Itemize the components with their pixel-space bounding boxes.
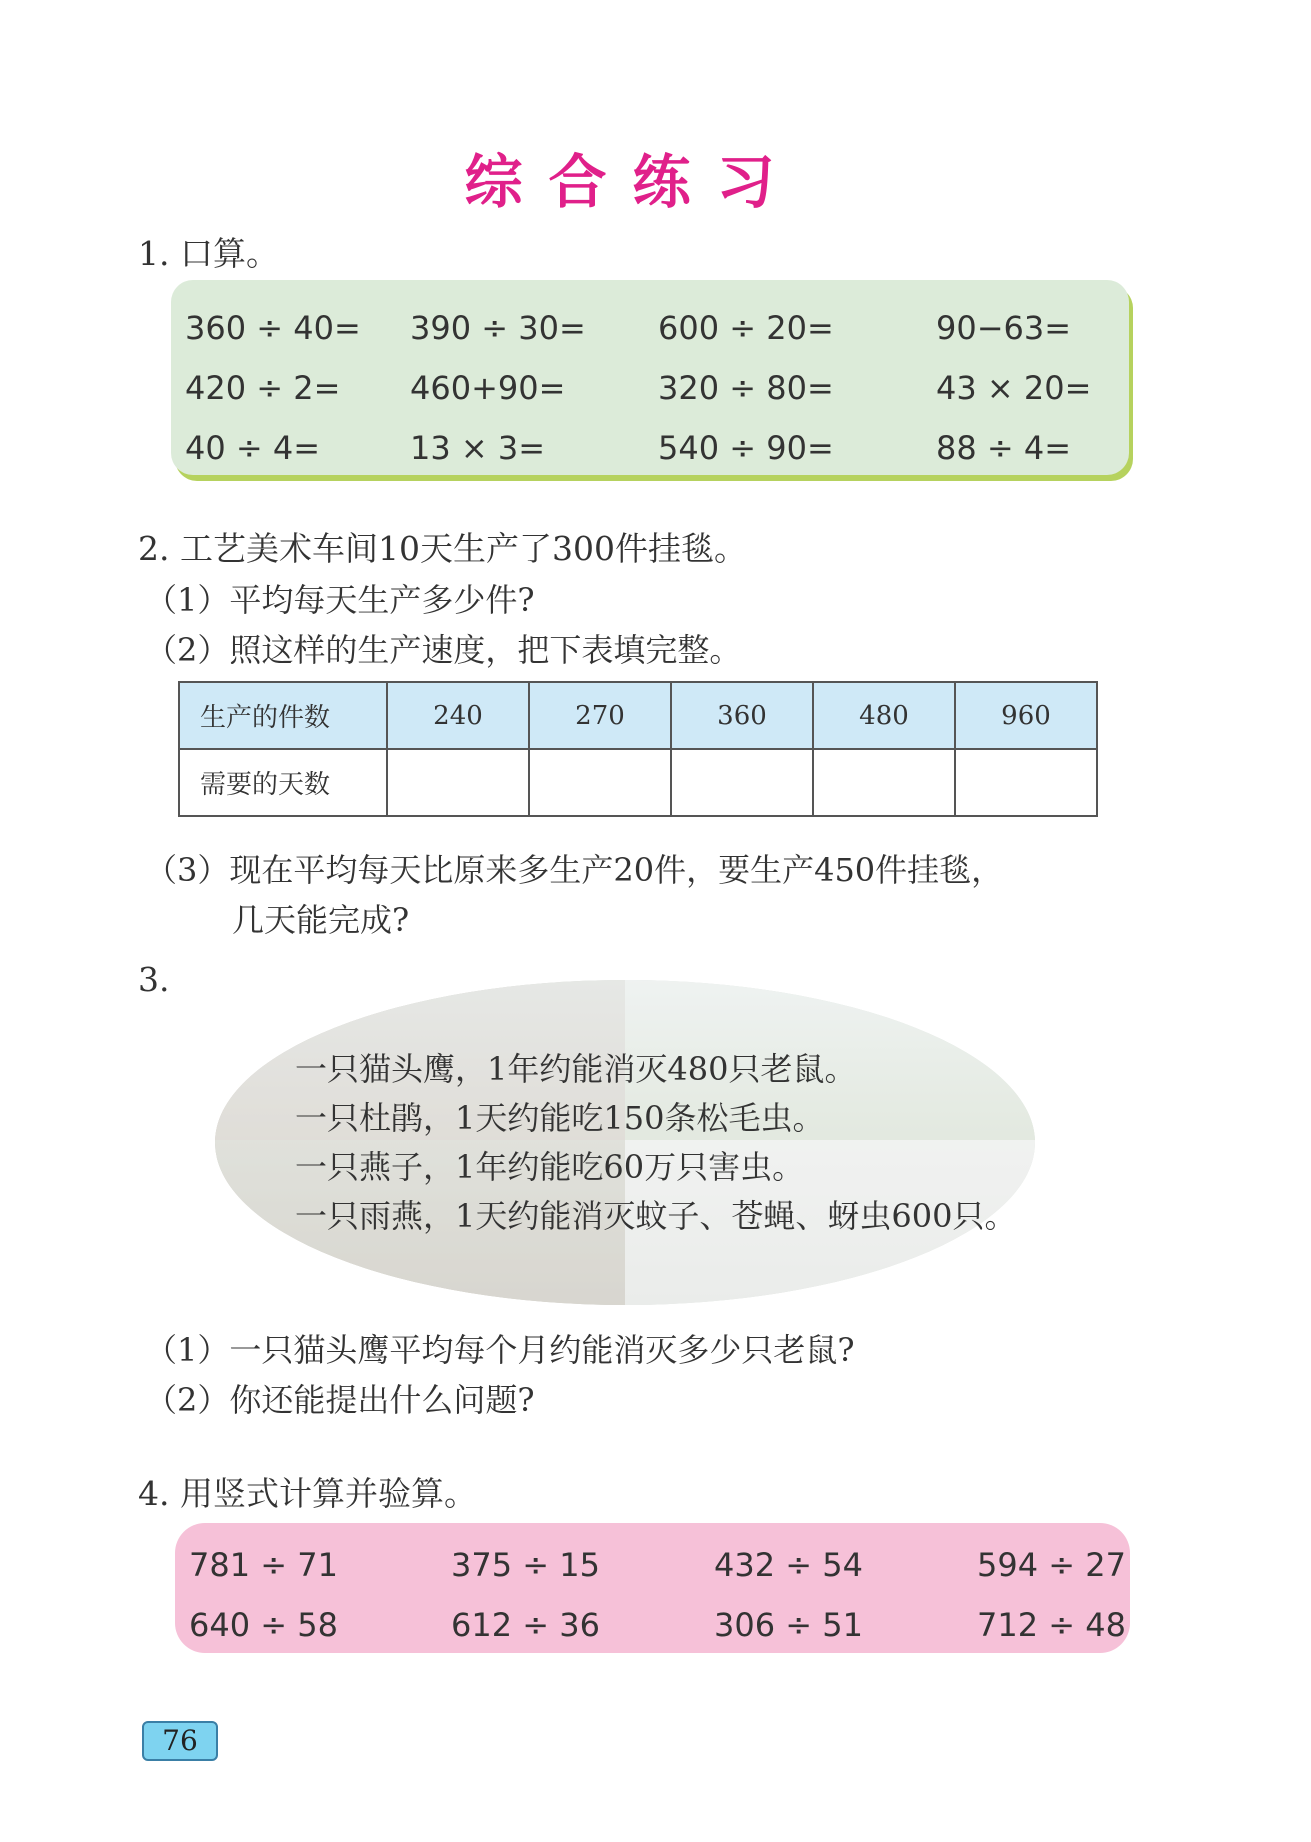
division-item: 781 ÷ 71 — [189, 1546, 338, 1584]
calc-item: 600 ÷ 20= — [658, 309, 834, 347]
answer-cell[interactable] — [955, 749, 1097, 816]
table-cell: 360 — [671, 682, 813, 749]
answer-cell[interactable] — [813, 749, 955, 816]
q2-sub3-line1: （3）现在平均每天比原来多生产20件，要生产450件挂毯， — [145, 851, 1004, 889]
division-item: 306 ÷ 51 — [714, 1606, 863, 1644]
fact-line: 一只雨燕，1天约能消灭蚊子、苍蝇、蚜虫600只。 — [295, 1197, 1017, 1235]
division-item: 594 ÷ 27 — [977, 1546, 1126, 1584]
oral-calc-box — [171, 280, 1129, 475]
table-header-cell: 需要的天数 — [179, 749, 387, 816]
q2-sub1: （1）平均每天生产多少件? — [145, 581, 535, 619]
division-item: 432 ÷ 54 — [714, 1546, 863, 1584]
q3-sub1: （1）一只猫头鹰平均每个月约能消灭多少只老鼠? — [145, 1331, 855, 1369]
q4-label: 4. 用竖式计算并验算。 — [138, 1474, 477, 1513]
calc-item: 88 ÷ 4= — [936, 429, 1072, 467]
table-cell: 480 — [813, 682, 955, 749]
calc-item: 390 ÷ 30= — [410, 309, 586, 347]
q3-label: 3. — [138, 960, 170, 999]
fact-line: 一只猫头鹰，1年约能消灭480只老鼠。 — [295, 1050, 857, 1088]
calc-item: 43 × 20= — [936, 369, 1092, 407]
division-item: 375 ÷ 15 — [451, 1546, 600, 1584]
table-header-cell: 生产的件数 — [179, 682, 387, 749]
long-division-box — [175, 1523, 1130, 1653]
calc-item: 460+90= — [410, 369, 566, 407]
q2-sub3-line2: 几天能完成? — [232, 901, 410, 939]
long-division-grid — [189, 1535, 1177, 1655]
q2-label: 2. 工艺美术车间10天生产了300件挂毯。 — [138, 529, 747, 568]
q3-sub2: （2）你还能提出什么问题? — [145, 1381, 535, 1419]
table-cell: 240 — [387, 682, 529, 749]
q1-label: 1. 口算。 — [138, 234, 279, 273]
calc-item: 360 ÷ 40= — [185, 309, 361, 347]
table-cell: 270 — [529, 682, 671, 749]
page-number-badge: 76 — [142, 1721, 218, 1761]
fact-line: 一只燕子，1年约能吃60万只害虫。 — [295, 1148, 805, 1186]
bird-facts — [295, 1045, 1016, 1241]
division-item: 612 ÷ 36 — [451, 1606, 600, 1644]
q2-sub2: （2）照这样的生产速度，把下表填完整。 — [145, 631, 742, 669]
calc-item: 90−63= — [936, 309, 1072, 347]
calc-item: 540 ÷ 90= — [658, 429, 834, 467]
answer-cell[interactable] — [671, 749, 813, 816]
oral-calc-grid — [185, 298, 1136, 478]
page-title: 综合练习 — [464, 148, 801, 216]
calc-item: 320 ÷ 80= — [658, 369, 834, 407]
table-row — [179, 682, 1097, 749]
table-row — [179, 749, 1097, 816]
calc-item: 13 × 3= — [410, 429, 546, 467]
answer-cell[interactable] — [529, 749, 671, 816]
calc-item: 40 ÷ 4= — [185, 429, 321, 467]
division-item: 712 ÷ 48 — [977, 1606, 1126, 1644]
calc-item: 420 ÷ 2= — [185, 369, 341, 407]
table-cell: 960 — [955, 682, 1097, 749]
fact-line: 一只杜鹃，1天约能吃150条松毛虫。 — [295, 1099, 825, 1137]
production-table — [178, 681, 1098, 817]
division-item: 640 ÷ 58 — [189, 1606, 338, 1644]
answer-cell[interactable] — [387, 749, 529, 816]
